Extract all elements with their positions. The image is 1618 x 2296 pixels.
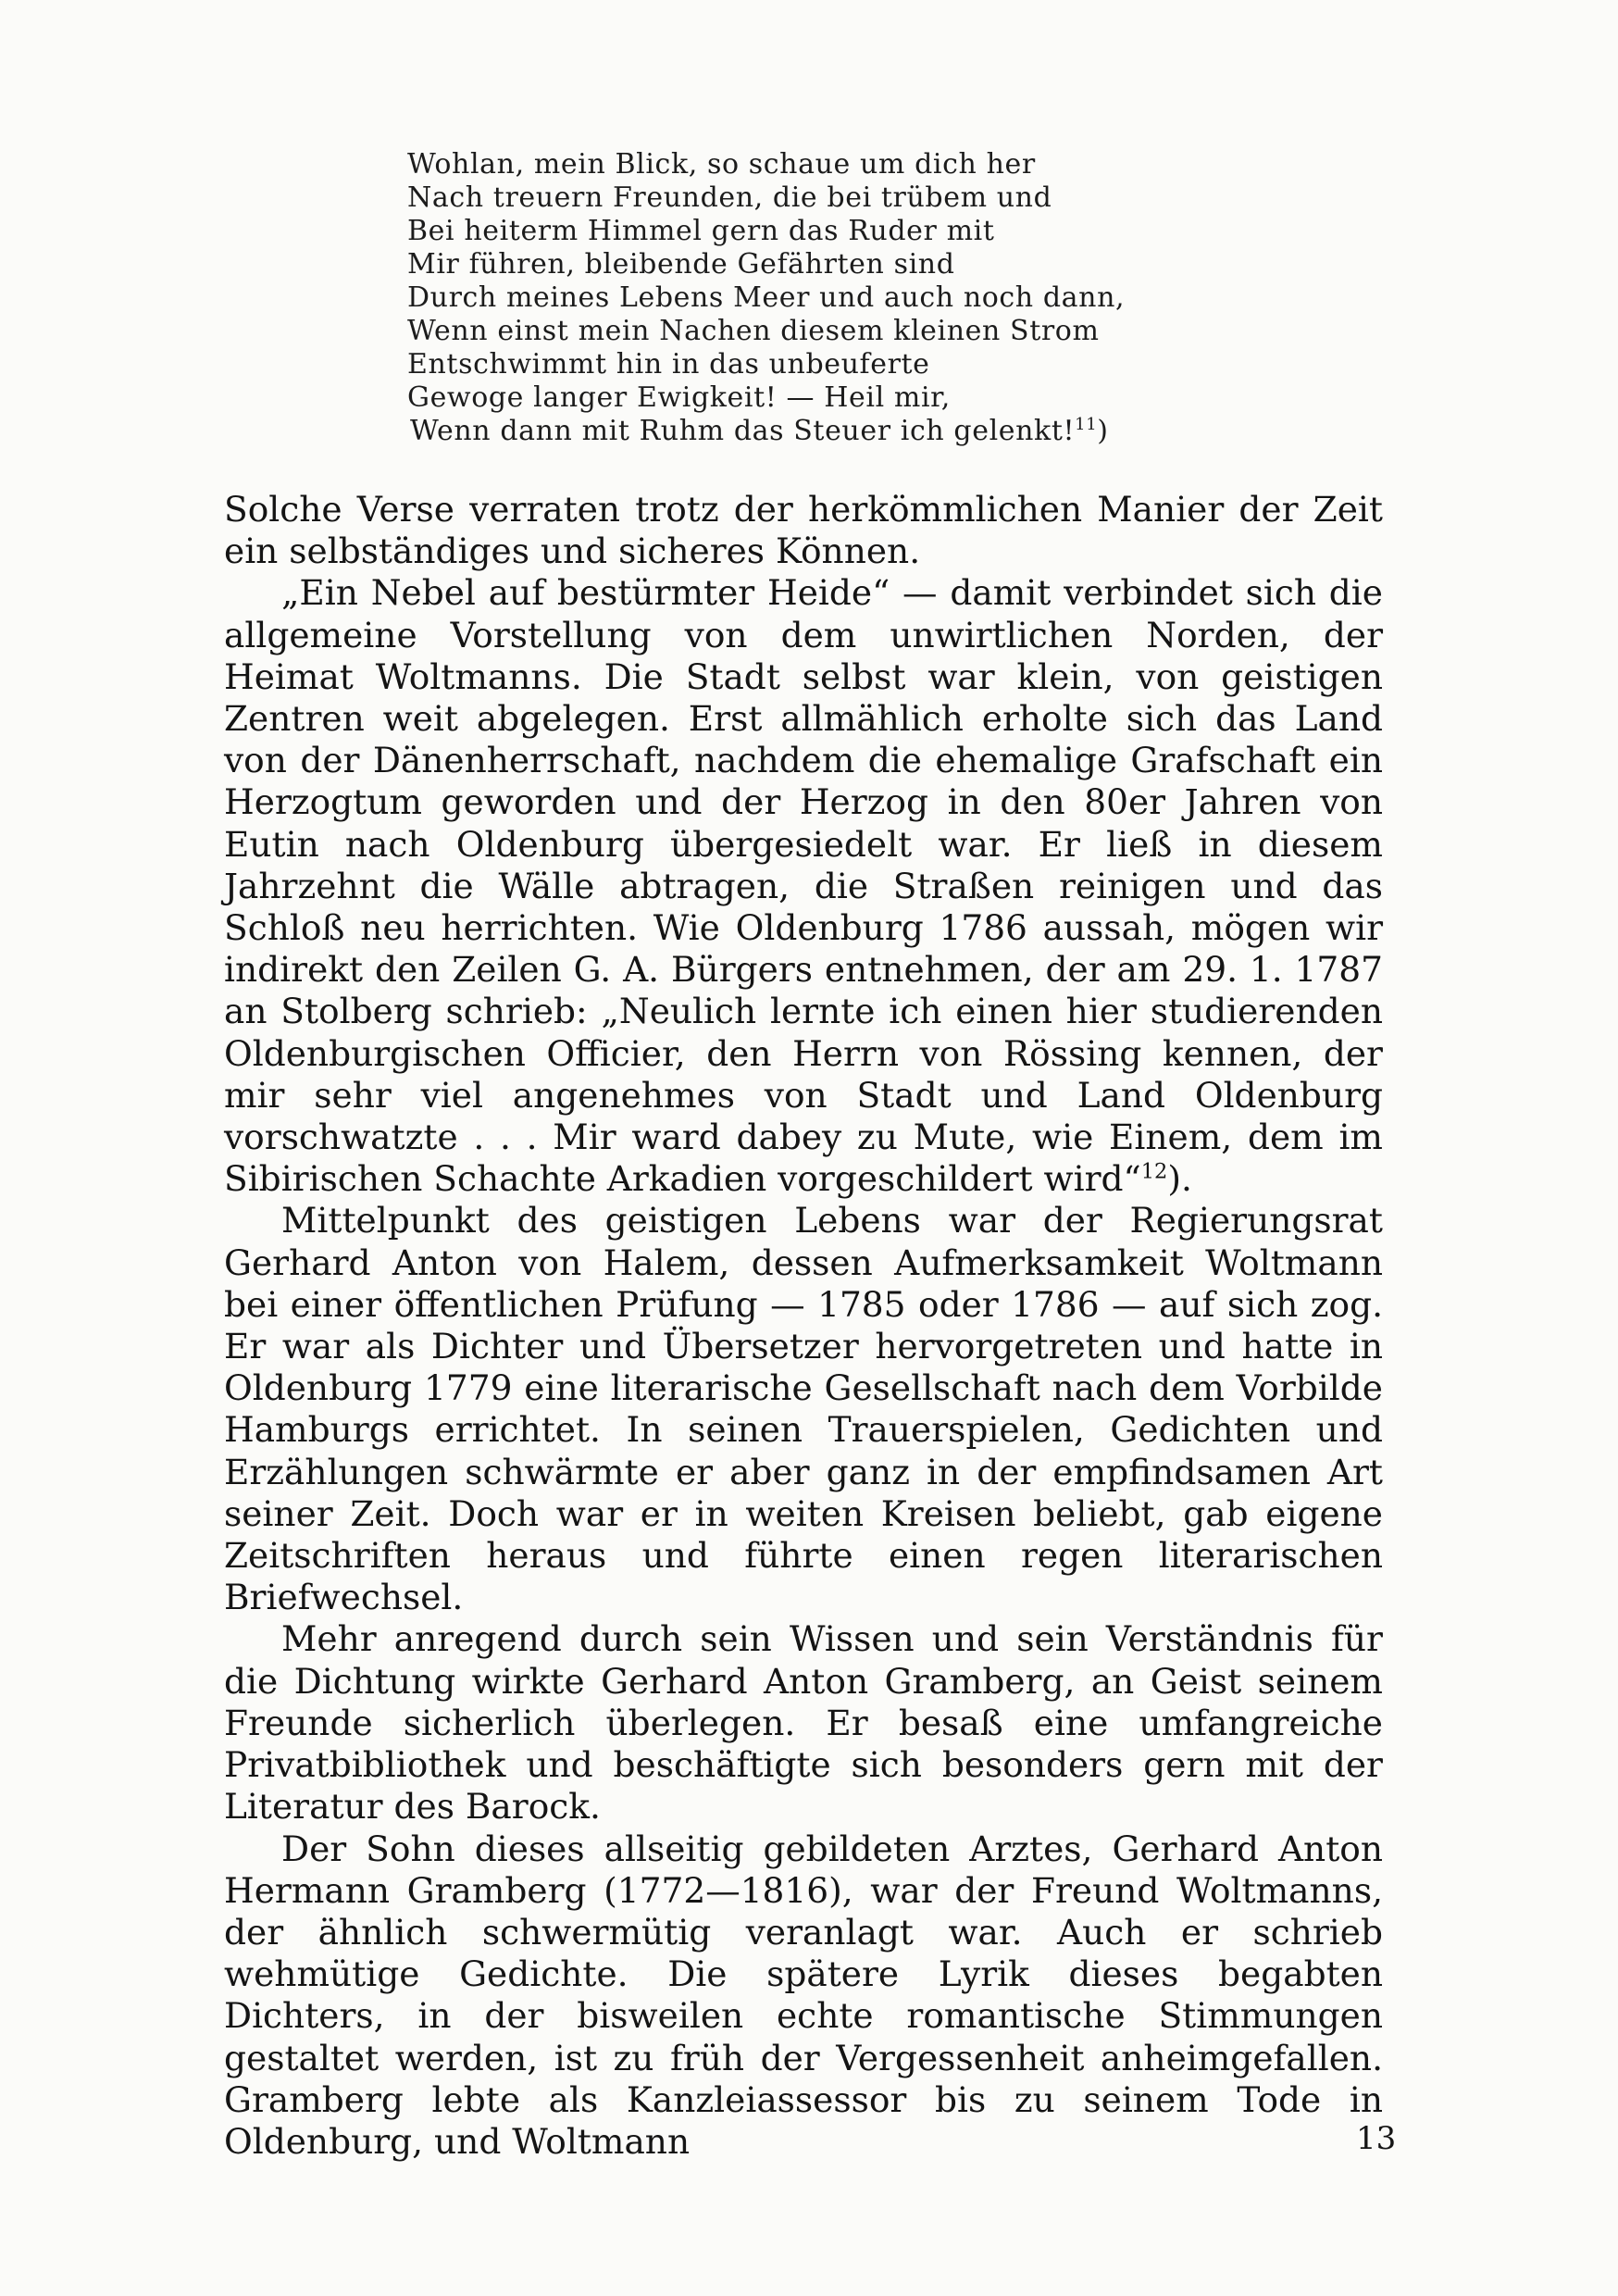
poem-line: Durch meines Lebens Meer und auch noch dann,	[407, 281, 1126, 314]
poem-line: Entschwimmt hin in das unbeuferte	[407, 348, 930, 381]
poem-line: Gewoge langer Ewigkeit! — Heil mir,	[407, 381, 951, 414]
paragraph-5: Der Sohn dieses allseitig gebildeten Arztes, Gerhard Anton Hermann Gramberg (1772—1816), war der Freund Woltmanns, der ähnlich schwermütig veranlagt war. Auch er schrieb wehmütige Gedichte. Die spätere Lyrik dieses begabten Dichters, in der bisweilen echte romantische Stimmungen gestaltet werden, ist zu früh der Vergessenheit anheimgefallen. Gramberg lebte als Kanzleiassessor bis zu seinem Tode in Oldenburg, und Woltmann	[224, 1828, 1383, 2162]
paragraph-4: Mehr anregend durch sein Wissen und sein Verständnis für die Dichtung wirkte Gerhard Anton Gramberg, an Geist seinem Freunde sicherlich überlegen. Er besaß eine umfangreiche Privatbibliothek und beschäftigte sich besonders gern mit der Literatur des Barock.	[224, 1618, 1383, 1828]
poem-line: Wenn einst mein Nachen diesem kleinen Strom	[407, 315, 1100, 347]
footnote-ref-11: 11	[1075, 415, 1098, 435]
closing-paren: )	[1097, 415, 1109, 447]
poem-line: Wohlan, mein Blick, so schaue um dich her	[407, 148, 1036, 181]
poem-last-line	[407, 415, 1240, 448]
poem-line: Mir führen, bleibende Gefährten sind	[407, 248, 955, 281]
paragraph-2-end: ).	[1167, 1158, 1192, 1200]
body-text	[224, 489, 1383, 2163]
paragraph-2-text: „Ein Nebel auf bestürmter Heide“ — damit verbindet sich die allgemeine Vorstellung von dem unwirtlichen Norden, der Heimat Woltmanns. Die Stadt selbst war klein, von geistigen Zentren weit abgelegen. Erst allmählich erholte sich das Land von der Dänenherrschaft, nachdem die ehemalige Grafschaft ein Herzogtum geworden und der Herzog in den 80er Jahren von Eutin nach Oldenburg übergesiedelt war. Er ließ in diesem Jahrzehnt die Wälle abtragen, die Straßen reinigen und das Schloß neu herrichten. Wie Oldenburg 1786 aussah, mögen wir indirekt den Zeilen G. A. Bürgers entnehmen, der am 29. 1. 1787 an Stolberg schrieb: „Neulich lernte ich einen hier studierenden Oldenburgischen Officier, den Herrn von Rössing kennen, der mir sehr viel angenehmes von Stadt und Land Oldenburg vorschwatzte . . . Mir ward dabey zu Mute, wie Einem, dem im Sibirischen Schachte Arkadien vorgeschildert wird“	[224, 572, 1383, 1200]
poem-line: Nach treuern Freunden, die bei trübem und	[407, 181, 1052, 214]
poem-quotation	[407, 148, 1240, 448]
page-number: 13	[1356, 2120, 1397, 2157]
paragraph-2	[224, 572, 1383, 1200]
paragraph-3: Mittelpunkt des geistigen Lebens war der Regierungsrat Gerhard Anton von Halem, dessen Aufmerksamkeit Woltmann bei einer öffentlichen Prüfung — 1785 oder 1786 — auf sich zog. Er war als Dichter und Übersetzer hervorgetreten und hatte in Oldenburg 1779 eine literarische Gesellschaft nach dem Vorbilde Hamburgs errichtet. In seinen Trauerspielen, Gedichten und Erzählungen schwärmte er aber ganz in der empfindsamen Art seiner Zeit. Doch war er in weiten Kreisen beliebt, gab eigene Zeitschriften heraus und führte einen regen literarischen Briefwechsel.	[224, 1200, 1383, 1618]
footnote-ref-12: 12	[1140, 1159, 1168, 1184]
poem-line: Bei heiterm Himmel gern das Ruder mit	[407, 215, 995, 247]
paragraph-1: Solche Verse verraten trotz der herkömmlichen Manier der Zeit ein selbständiges und sicheres Können.	[224, 489, 1383, 572]
poem-line: Wenn dann mit Ruhm das Steuer ich gelenkt!	[410, 415, 1076, 447]
